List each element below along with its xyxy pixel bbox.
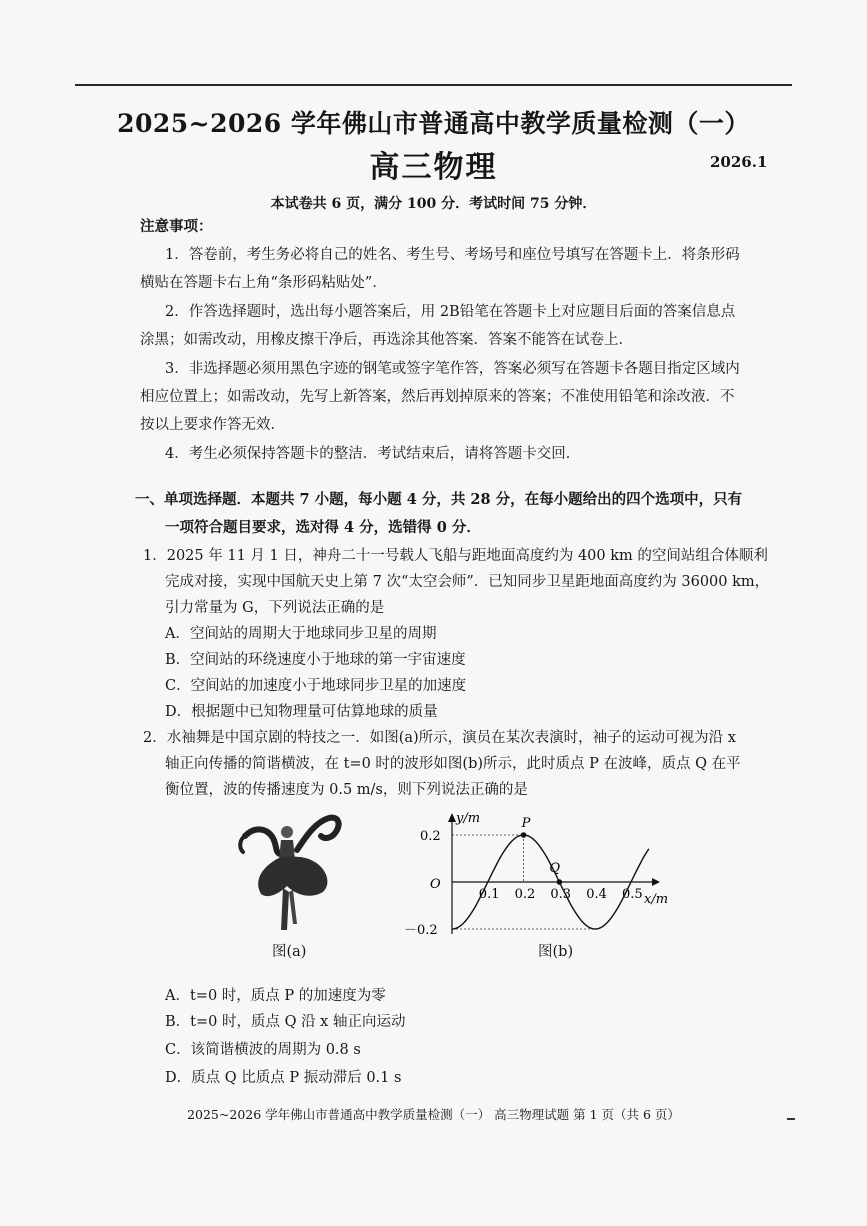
q1-option-a: A．空间站的周期大于地球同步卫星的周期 [165, 626, 437, 642]
x-tick-label: 0.1 [478, 887, 500, 902]
q1-option-c: C．空间站的加速度小于地球同步卫星的加速度 [165, 678, 467, 694]
y-tick-label: 0.2 [420, 829, 441, 844]
notes-heading: 注意事项： [140, 218, 213, 235]
page-footer: 2025~2026 学年佛山市普通高中教学质量检测（一） 高三物理试题 第 1 页（共 6 页） [187, 1107, 680, 1122]
fig-b-caption: 图(b) [538, 944, 574, 960]
q1-stem: 1．2025 年 11 月 1 日，神舟二十一号载人飞船与距地面高度约为 400 km 的空间站组合体顺利 [143, 548, 768, 564]
q2-option-b: B．t=0 时，质点 Q 沿 x 轴正向运动 [165, 1014, 406, 1030]
q1-option-d: D．根据题中已知物理量可估算地球的质量 [165, 704, 438, 720]
q2-stem: 2．水袖舞是中国京剧的特技之一．如图(a)所示，演员在某次表演时，袖子的运动可视为沿 x [143, 730, 736, 746]
x-tick-label: 0.4 [586, 887, 607, 902]
dancer-figure [225, 808, 355, 938]
exam-info: 本试卷共 6 页，满分 100 分．考试时间 75 分钟． [270, 196, 597, 212]
corner-mark [787, 1118, 795, 1120]
q2-stem: 衡位置，波的传播速度为 0.5 m/s，则下列说法正确的是 [165, 782, 528, 798]
q2-option-c: C．该简谐横波的周期为 0.8 s [165, 1042, 361, 1058]
y-axis-arrow [448, 813, 456, 822]
fig-a-caption: 图(a) [272, 944, 307, 960]
note-line: 相应位置上；如需改动，先写上新答案，然后再划掉原来的答案；不准使用铅笔和涂改液．不 [140, 389, 735, 405]
x-axis-arrow [652, 878, 660, 886]
x-tick-label: 0.3 [550, 887, 572, 902]
q1-stem: 完成对接，实现中国航天史上第 7 次“太空会师”．已知同步卫星距地面高度约为 36000 km， [165, 574, 770, 590]
note-line: 4．考生必须保持答题卡的整洁．考试结束后，请将答题卡交回． [165, 446, 581, 462]
subject-title: 高三物理 [369, 150, 498, 185]
x-tick-label: 0.5 [622, 887, 643, 902]
x-axis-label: x/m [644, 892, 669, 907]
note-line: 1．答卷前，考生务必将自己的姓名、考生号、考场号和座位号填写在答题卡上．将条形码 [165, 247, 740, 263]
note-line: 涂黑；如需改动，用橡皮擦干净后，再选涂其他答案．答案不能答在试卷上． [140, 332, 633, 348]
x-tick-label: 0.2 [514, 887, 536, 902]
section-heading: 一、单项选择题．本题共 7 小题，每小题 4 分，共 28 分，在每小题给出的四个选项中，只有 [135, 491, 743, 508]
exam-date: 2026.1 [710, 153, 768, 171]
note-line: 横贴在答题卡右上角“条形码粘贴处”． [140, 275, 387, 291]
point-q [557, 879, 563, 885]
note-line: 按以上要求作答无效． [140, 417, 285, 433]
note-line: 3．非选择题必须用黑色字迹的钢笔或签字笔作答，答案必须写在答题卡各题目指定区域内 [165, 361, 740, 377]
point-label-p: P [521, 816, 531, 831]
top-rule [75, 84, 792, 86]
note-line: 2．作答选择题时，选出每小题答案后，用 2B铅笔在答题卡上对应题目后面的答案信息点 [165, 304, 736, 320]
y-tick-label: －0.2 [404, 923, 438, 938]
q2-option-d: D．质点 Q 比质点 P 振动滞后 0.1 s [165, 1070, 402, 1086]
point-label-q: Q [549, 861, 561, 876]
origin-label: O [430, 877, 441, 892]
point-p [521, 832, 527, 838]
section-heading-cont: 一项符合题目要求，选对得 4 分，选错得 0 分． [165, 519, 481, 536]
exam-title: 2025~2026 学年佛山市普通高中教学质量检测（一） [117, 109, 750, 138]
y-axis-label: y/m [456, 811, 481, 826]
wave-chart [390, 806, 680, 946]
q1-stem: 引力常量为 G，下列说法正确的是 [165, 600, 385, 616]
q1-option-b: B．空间站的环绕速度小于地球的第一宇宙速度 [165, 652, 466, 668]
q2-option-a: A．t=0 时，质点 P 的加速度为零 [165, 988, 386, 1004]
q2-stem: 轴正向传播的简谐横波，在 t=0 时的波形如图(b)所示，此时质点 P 在波峰，质点 Q 在平 [165, 756, 741, 772]
